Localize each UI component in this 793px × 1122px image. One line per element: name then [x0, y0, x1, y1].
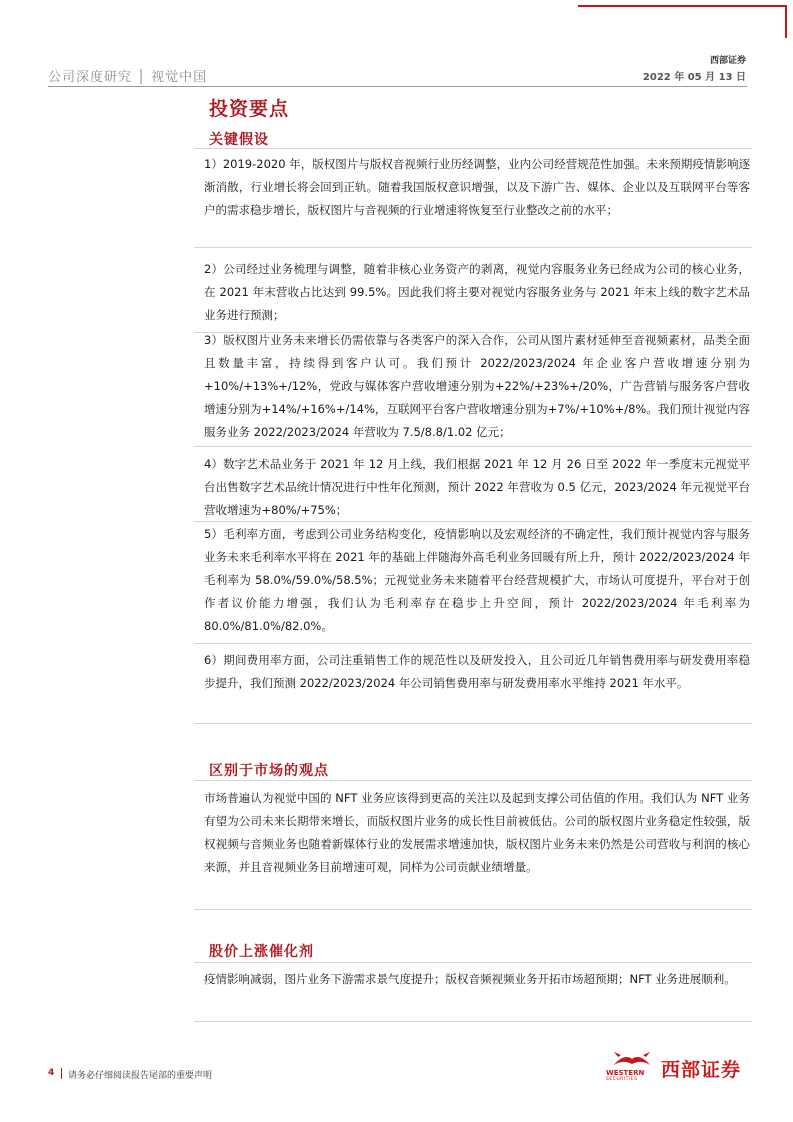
report-date: 2022 年 05 月 13 日 [642, 72, 746, 83]
logo-wordmark-en-sub: SECURITIES [606, 1077, 638, 1082]
footer-separator [61, 1068, 62, 1079]
page-title: 投资要点 [209, 98, 290, 120]
bull-logo-icon [612, 1051, 652, 1069]
footer-disclaimer: 请务必仔细阅读报告尾部的重要声明 [68, 1071, 213, 1081]
catalysts-text: 疫情影响减弱，图片业务下游需求景气度提升；版权音频视频业务开拓市场超预期；NFT 业务进展顺利。 [204, 972, 736, 986]
header-brand: 西部证券 [709, 56, 746, 66]
assumption-paragraph: 6）期间费用率方面，公司注重销售工作的规范性以及研发投入，且公司近几年销售费用率与研发费用率稳步提升，我们预测 2022/2023/2024 年公司销售费用率与研发费用率水平维持 2021 年水平。 [204, 653, 750, 690]
report-type: 公司深度研究 │ 视觉中国 [48, 70, 208, 85]
assumption-paragraph: 4）数字艺术品业务于 2021 年 12 月上线，我们根据 2021 年 12 月 26 日至 2022 年一季度末元视觉平台出售数字艺术品统计情况进行中性年化预测，预计 2022 年营收为 0.5 亿元，2023/2024 年元视觉平台营收增速为+80%/+75%； [204, 457, 750, 517]
assumption-paragraph: 5）毛利率方面，考虑到公司业务结构变化，疫情影响以及宏观经济的不确定性，我们预计视觉内容与服务业务未来毛利率水平将在 2021 年的基础上伴随海外高毛利业务回暖有所上升，预计 2022/2023/2024 年毛利率为 58.0%/59.0%/58.5%；元视觉业务未来随着平台经营规模扩大，市场认可度提升，平台对于创作者议价能力增强，我们认为毛利率存在稳步上升空间，预计 2022/2023/2024 年毛利率为 80.0%/81.0%/82.0%。 [204, 527, 750, 633]
assumption-paragraph: 2）公司经过业务梳理与调整，随着非核心业务资产的剥离，视觉内容服务业务已经成为公司的核心业务，在 2021 年末营收占比达到 99.5%。因此我们将主要对视觉内容服务业务与 2021 年末上线的数字艺术品业务进行预测； [204, 262, 750, 322]
logo-wordmark-cn: 西部证券 [661, 1059, 742, 1081]
section-title-assumptions: 关键假设 [209, 132, 269, 148]
section-title-catalysts: 股价上涨催化剂 [209, 944, 314, 960]
logo-wordmark-en: WESTERN [606, 1069, 645, 1077]
corner-line-horizontal [578, 5, 787, 7]
assumption-paragraph: 3）版权图片业务未来增长仍需依靠与各类客户的深入合作，公司从图片素材延伸至音视频素材，品类全面且数量丰富，持续得到客户认可。我们预计 2022/2023/2024 年企业客户营收增速分别为+10%/+13%+/12%，党政与媒体客户营收增速分别为+22%/+23%+/20%，广告营销与服务客户营收增速分别为+14%/+16%+/14%，互联网平台客户营收增速分别为+7%/+10%+/8%。我们预计视觉内容服务业务 2022/2023/2024 年营收为 7.5/8.8/1.02 亿元； [204, 333, 750, 439]
section-title-market-view: 区别于市场的观点 [209, 763, 329, 779]
header-divider [48, 86, 747, 87]
page-number: 4 [48, 1068, 55, 1078]
divider [194, 247, 752, 248]
divider [194, 643, 752, 644]
divider [194, 446, 752, 447]
market-view-text: 市场普遍认为视觉中国的 NFT 业务应该得到更高的关注以及起到支撑公司估值的作用。我们认为 NFT 业务有望为公司未来长期带来增长，而版权图片业务的成长性目前被低估。公司的版权图片业务稳定性较强，版权视频与音频业务也随着新媒体行业的发展需求增速加快，版权图片业务未来仍然是公司营收与利润的核心来源，并且音视频业务目前增速可观，同样为公司贡献业绩增量。 [204, 791, 750, 874]
assumption-paragraph: 1）2019-2020 年，版权图片与版权音视频行业历经调整，业内公司经营规范性加强。未来预期疫情影响逐渐消散，行业增长将会回到正轨。随着我国版权意识增强，以及下游广告、媒体、企业以及互联网平台等客户的需求稳步增长，版权图片与音视频的行业增速将恢复至行业整改之前的水平； [204, 157, 750, 217]
corner-line-vertical [785, 5, 787, 38]
